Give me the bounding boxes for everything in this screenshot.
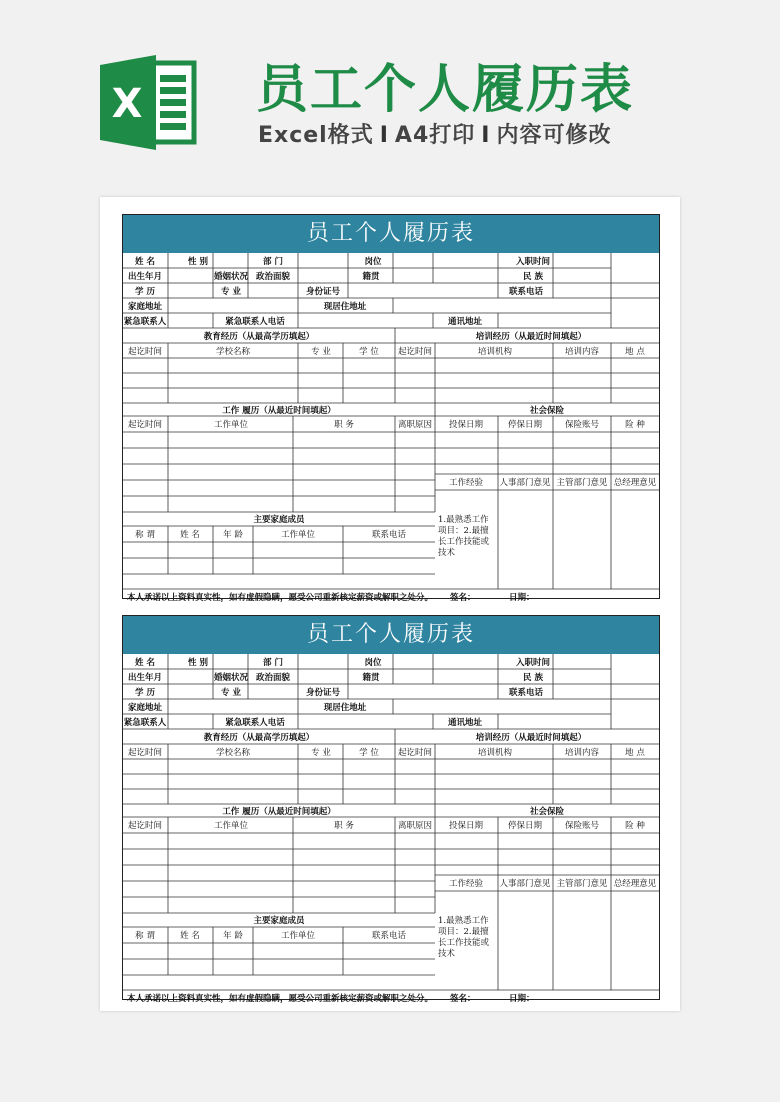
field-label: 家庭地址 bbox=[127, 302, 163, 312]
field-label: 家庭地址 bbox=[127, 703, 163, 713]
field-label: 姓 名 bbox=[180, 931, 200, 941]
field-label: 称 谓 bbox=[135, 931, 155, 941]
field-label: 投保日期 bbox=[448, 420, 484, 430]
field-label: 培训内容 bbox=[564, 748, 600, 758]
field-label: 保险账号 bbox=[564, 420, 600, 430]
field-label: 人事部门意见 bbox=[499, 879, 551, 889]
field-label: 主管部门意见 bbox=[556, 478, 608, 488]
field-label: 职 务 bbox=[334, 420, 354, 430]
field-label: 保险账号 bbox=[564, 821, 600, 831]
excel-icon bbox=[100, 55, 198, 150]
field-label: 起讫时间 bbox=[127, 748, 163, 758]
field-label: 学校名称 bbox=[215, 347, 251, 357]
field-label: 现居住地址 bbox=[323, 703, 367, 713]
subtitle-separator: I bbox=[379, 123, 389, 148]
excel-icon-letter: X bbox=[111, 81, 143, 127]
field-label: 岗位 bbox=[364, 658, 382, 668]
field-label: 身份证号 bbox=[305, 688, 341, 698]
field-label: 停保日期 bbox=[507, 821, 543, 831]
field-label: 总经理意见 bbox=[613, 478, 657, 488]
field-label: 险 种 bbox=[625, 420, 645, 430]
field-label: 培训经历（从最近时间填起） bbox=[475, 332, 587, 342]
field-label: 险 种 bbox=[625, 821, 645, 831]
review-note: 1.最熟悉工作项目：2.最擅长工作技能或技术 bbox=[438, 515, 490, 558]
field-label: 培训机构 bbox=[477, 748, 513, 758]
field-label: 工作 履历（从最近时间填起） bbox=[222, 807, 336, 817]
field-label: 投保日期 bbox=[448, 821, 484, 831]
field-label: 婚姻状况 bbox=[213, 673, 249, 683]
field-label: 起讫时间 bbox=[397, 347, 433, 357]
field-label: 工作单位 bbox=[213, 821, 249, 831]
field-label: 籍贯 bbox=[362, 272, 380, 282]
field-label: 学 位 bbox=[359, 347, 379, 357]
field-label: 起讫时间 bbox=[127, 821, 163, 831]
field-label: 性 别 bbox=[188, 257, 208, 267]
field-label: 工作经验 bbox=[448, 879, 484, 889]
field-label: 学 位 bbox=[359, 748, 379, 758]
field-label: 联系电话 bbox=[371, 931, 407, 941]
field-label: 学 历 bbox=[135, 688, 155, 698]
field-label: 工作单位 bbox=[280, 931, 316, 941]
page-subtitle bbox=[258, 121, 611, 151]
field-label: 学 历 bbox=[135, 287, 155, 297]
field-label: 日期： bbox=[509, 593, 535, 603]
field-label: 姓 名 bbox=[180, 530, 200, 540]
field-label: 主要家庭成员 bbox=[253, 916, 305, 926]
field-label: 签名： bbox=[450, 593, 476, 603]
subtitle-separator: I bbox=[481, 123, 491, 148]
field-label: 籍贯 bbox=[362, 673, 380, 683]
resume-form bbox=[122, 615, 660, 1004]
field-label: 主管部门意见 bbox=[556, 879, 608, 889]
field-label: 专 业 bbox=[221, 688, 241, 698]
field-label: 专 业 bbox=[311, 748, 331, 758]
document-preview bbox=[100, 197, 680, 1011]
field-label: 称 谓 bbox=[135, 530, 155, 540]
field-label: 工作单位 bbox=[213, 420, 249, 430]
review-note: 1.最熟悉工作项目：2.最擅长工作技能或技术 bbox=[438, 916, 490, 959]
field-label: 紧急联系人电话 bbox=[225, 317, 285, 327]
field-label: 职 务 bbox=[334, 821, 354, 831]
field-label: 地 点 bbox=[625, 347, 645, 357]
field-label: 部 门 bbox=[263, 658, 283, 668]
field-label: 民 族 bbox=[523, 673, 543, 683]
field-label: 学校名称 bbox=[215, 748, 251, 758]
field-label: 现居住地址 bbox=[323, 302, 367, 312]
form-title: 员工个人履历表 bbox=[123, 616, 659, 654]
subtitle-edit: 内容可修改 bbox=[496, 123, 612, 148]
field-label: 婚姻状况 bbox=[213, 272, 249, 282]
field-label: 地 点 bbox=[625, 748, 645, 758]
field-label: 政治面貌 bbox=[255, 272, 291, 282]
field-label: 培训内容 bbox=[564, 347, 600, 357]
field-label: 年 龄 bbox=[223, 931, 243, 941]
field-label: 出生年月 bbox=[127, 673, 163, 683]
field-label: 起讫时间 bbox=[397, 748, 433, 758]
field-label: 姓 名 bbox=[135, 257, 155, 267]
field-label: 本人承诺以上资料真实性，如有虚假隐瞒，愿受公司重新核定薪资或解职之处分。 bbox=[127, 994, 434, 1004]
field-label: 总经理意见 bbox=[613, 879, 657, 889]
field-label: 日期： bbox=[509, 994, 535, 1004]
field-label: 性 别 bbox=[188, 658, 208, 668]
resume-form bbox=[122, 214, 660, 603]
field-label: 工作 履历（从最近时间填起） bbox=[222, 406, 336, 416]
field-label: 本人承诺以上资料真实性，如有虚假隐瞒，愿受公司重新核定薪资或解职之处分。 bbox=[127, 593, 434, 603]
field-label: 培训机构 bbox=[477, 347, 513, 357]
field-label: 出生年月 bbox=[127, 272, 163, 282]
field-label: 签名： bbox=[450, 994, 476, 1004]
field-label: 通讯地址 bbox=[447, 718, 483, 728]
field-label: 通讯地址 bbox=[447, 317, 483, 327]
field-label: 入职时间 bbox=[515, 257, 551, 267]
field-label: 离职原因 bbox=[397, 821, 433, 831]
field-label: 民 族 bbox=[523, 272, 543, 282]
field-label: 紧急联系人 bbox=[123, 718, 167, 728]
field-label: 部 门 bbox=[263, 257, 283, 267]
field-label: 联系电话 bbox=[371, 530, 407, 540]
field-label: 工作经验 bbox=[448, 478, 484, 488]
field-label: 教育经历（从最高学历填起） bbox=[203, 332, 315, 342]
field-label: 停保日期 bbox=[507, 420, 543, 430]
field-label: 起讫时间 bbox=[127, 347, 163, 357]
field-label: 人事部门意见 bbox=[499, 478, 551, 488]
field-label: 年 龄 bbox=[223, 530, 243, 540]
page-title: 员工个人履历表 bbox=[256, 60, 635, 120]
field-label: 专 业 bbox=[311, 347, 331, 357]
field-label: 身份证号 bbox=[305, 287, 341, 297]
field-label: 紧急联系人电话 bbox=[225, 718, 285, 728]
field-label: 姓 名 bbox=[135, 658, 155, 668]
field-label: 入职时间 bbox=[515, 658, 551, 668]
form-title: 员工个人履历表 bbox=[123, 215, 659, 253]
field-label: 起讫时间 bbox=[127, 420, 163, 430]
field-label: 联系电话 bbox=[508, 287, 544, 297]
field-label: 离职原因 bbox=[397, 420, 433, 430]
field-label: 社会保险 bbox=[529, 807, 565, 817]
field-label: 主要家庭成员 bbox=[253, 515, 305, 525]
field-label: 工作单位 bbox=[280, 530, 316, 540]
field-label: 联系电话 bbox=[508, 688, 544, 698]
field-label: 岗位 bbox=[364, 257, 382, 267]
field-label: 培训经历（从最近时间填起） bbox=[475, 733, 587, 743]
field-label: 社会保险 bbox=[529, 406, 565, 416]
field-label: 专 业 bbox=[221, 287, 241, 297]
subtitle-print: A4打印 bbox=[394, 123, 476, 148]
subtitle-format: Excel格式 bbox=[258, 123, 374, 148]
field-label: 紧急联系人 bbox=[123, 317, 167, 327]
field-label: 教育经历（从最高学历填起） bbox=[203, 733, 315, 743]
field-label: 政治面貌 bbox=[255, 673, 291, 683]
